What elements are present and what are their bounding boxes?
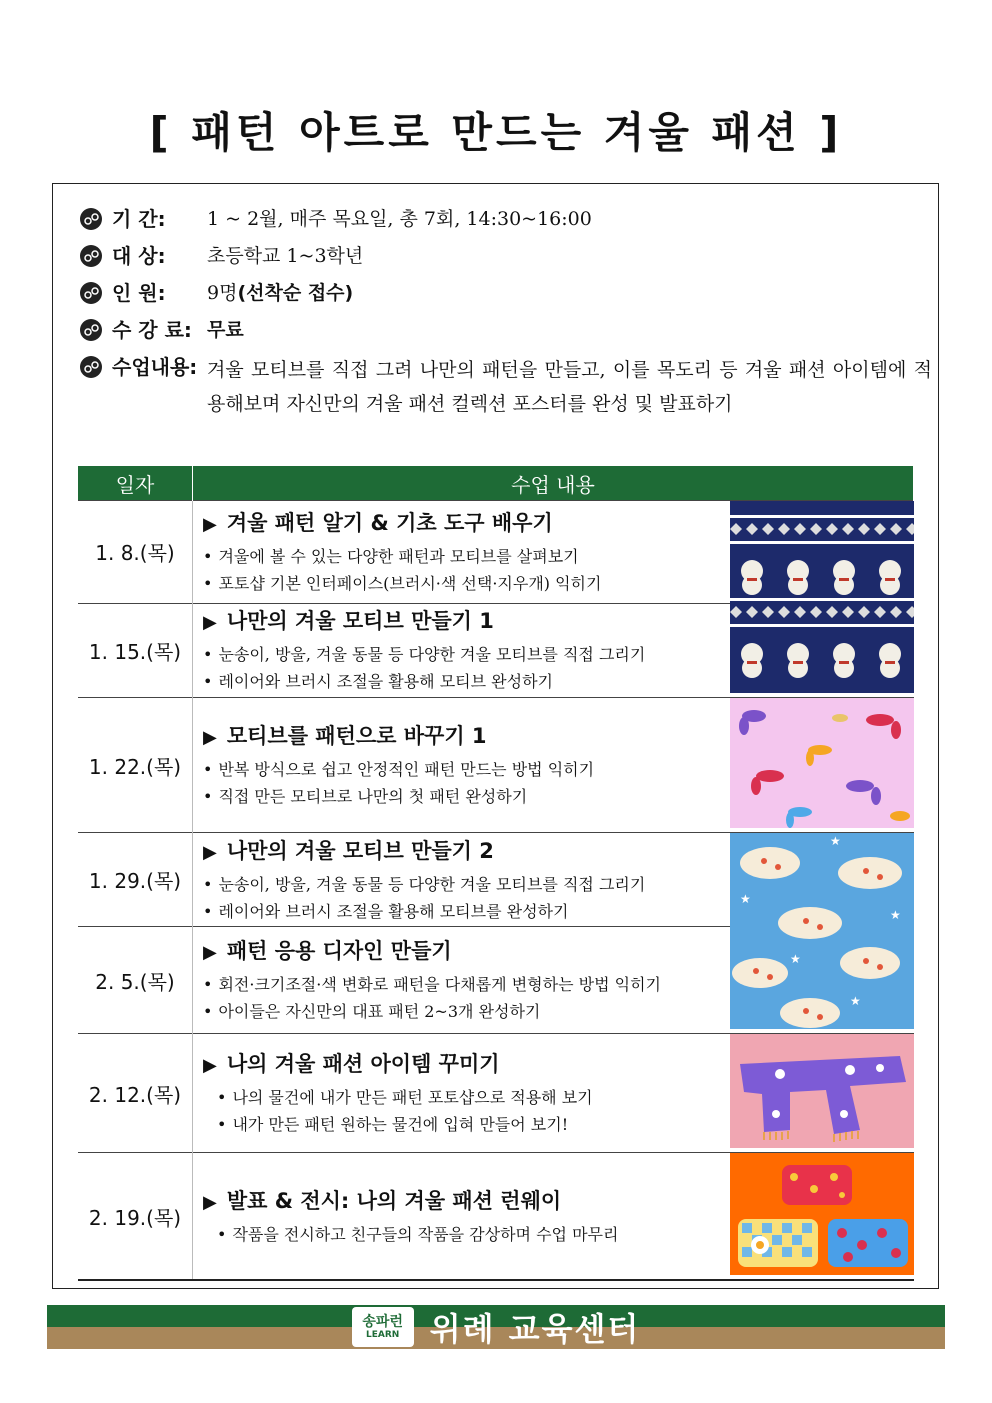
schedule-table xyxy=(78,466,914,1281)
table-header xyxy=(78,466,914,501)
triangle-icon: ▶ xyxy=(203,513,217,535)
triangle-icon: ▶ xyxy=(203,841,217,863)
row-title xyxy=(203,605,730,635)
row-title-text: 겨울 패턴 알기 & 기초 도구 배우기 xyxy=(226,510,553,535)
row-title-text: 모티브를 패턴으로 바꾸기 1 xyxy=(226,724,487,748)
row-title xyxy=(203,507,730,537)
row-bullet: • 눈송이, 방울, 겨울 동물 등 다양한 겨울 모티브를 직접 그리기 xyxy=(203,874,646,894)
bullet-icon xyxy=(80,356,102,378)
bullet-text: 반복 방식으로 쉽고 안정적인 패턴 만드는 방법 익히기 xyxy=(218,760,595,779)
table-row xyxy=(78,1034,914,1153)
bullet-text: 작품을 전시하고 친구들의 작품을 감상하며 수업 마무리 xyxy=(232,1224,619,1244)
target-label: 대 상: xyxy=(112,244,166,268)
header-content: 수업 내용 xyxy=(193,466,914,501)
row-content xyxy=(193,698,730,833)
bullet-text: 눈송이, 방울, 겨울 동물 등 다양한 겨울 모티브를 직접 그리기 xyxy=(218,874,646,894)
row-content xyxy=(193,1153,730,1281)
svg-text:★: ★ xyxy=(789,952,801,966)
row-date: 2. 19.(목) xyxy=(78,1153,193,1281)
row-content xyxy=(193,501,730,604)
center-name: 위례 교육센터 xyxy=(429,1310,641,1348)
row-title-text: 나만의 겨울 모티브 만들기 1 xyxy=(226,609,494,634)
table-row xyxy=(78,698,914,833)
row-title-text: 나만의 겨울 모티브 만들기 2 xyxy=(226,838,494,863)
pouch-products-image xyxy=(730,1153,914,1281)
nordic-bear-pattern-image xyxy=(730,501,914,698)
row-bullet: • 포토샵 기본 인터페이스(브러시·색 선택·지우개) 익히기 xyxy=(203,573,602,593)
bullet-icon xyxy=(80,319,102,341)
row-date: 2. 12.(목) xyxy=(78,1034,193,1153)
row-title xyxy=(203,1185,730,1215)
row-bullet: • 눈송이, 방울, 겨울 동물 등 다양한 겨울 모티브를 직접 그리기 xyxy=(203,645,646,665)
logo-top-text: 송파런 xyxy=(362,1314,403,1330)
row-title xyxy=(203,835,730,865)
row-title xyxy=(203,720,730,750)
period-label: 기 간: xyxy=(112,207,166,231)
row-content xyxy=(193,603,730,697)
logo-bottom-text: LEARN xyxy=(366,1330,400,1340)
capacity-number: 9명 xyxy=(207,282,238,304)
row-content xyxy=(193,833,730,927)
bullet-text: 나의 물건에 내가 만든 패턴 포토샵으로 적용해 보기 xyxy=(232,1088,593,1107)
row-date: 1. 29.(목) xyxy=(78,833,193,927)
info-target xyxy=(80,242,935,270)
row-title-text: 패턴 응용 디자인 만들기 xyxy=(226,939,452,964)
bullet-text: 레이어와 브러시 조절을 활용해 모티브 완성하기 xyxy=(218,672,553,692)
triangle-icon: ▶ xyxy=(203,612,217,634)
triangle-icon: ▶ xyxy=(203,1055,217,1076)
songpa-learn-logo xyxy=(352,1307,414,1347)
row-bullet: • 작품을 전시하고 친구들의 작품을 감상하며 수업 마무리 xyxy=(217,1224,619,1244)
period-value: 1 ~ 2월, 매주 목요일, 총 7회, 14:30~16:00 xyxy=(207,208,592,230)
bullet-icon xyxy=(80,245,102,267)
row-title xyxy=(203,935,730,965)
header-date: 일자 xyxy=(78,466,193,501)
fee-value: 무료 xyxy=(207,319,244,341)
table-row xyxy=(78,833,914,927)
bullet-text: 포토샵 기본 인터페이스(브러시·색 선택·지우개) 익히기 xyxy=(218,573,602,593)
row-title-text: 나의 겨울 패션 아이템 꾸미기 xyxy=(226,1052,500,1076)
row-date: 1. 8.(목) xyxy=(78,501,193,604)
row-title-text: 발표 & 전시: 나의 겨울 패션 런웨이 xyxy=(226,1188,562,1213)
footer xyxy=(47,1305,945,1349)
info-section xyxy=(80,205,935,430)
svg-text:★: ★ xyxy=(889,908,901,922)
capacity-value xyxy=(207,279,353,307)
info-period xyxy=(80,205,935,233)
bullet-icon xyxy=(80,282,102,304)
bullet-text: 레이어와 브러시 조절을 활용해 모티브를 완성하기 xyxy=(218,901,569,921)
info-capacity xyxy=(80,279,935,307)
row-bullet: • 내가 만든 패턴 원하는 물건에 입혀 만들어 보기! xyxy=(217,1115,569,1134)
content-value: 겨울 모티브를 직접 그려 나만의 패턴을 만들고, 이를 목도리 등 겨울 패션 아이템에 적용해보며 자신만의 겨울 패션 컬렉션 포스터를 완성 및 발표하기 xyxy=(207,359,932,415)
page-title: [ 패턴 아트로 만드는 겨울 패션 ] xyxy=(149,108,843,157)
row-content xyxy=(193,1034,730,1153)
svg-text:★: ★ xyxy=(849,994,861,1008)
table-row xyxy=(78,1153,914,1281)
capacity-label: 인 원: xyxy=(112,281,166,305)
fee-label: 수 강 료: xyxy=(112,318,192,342)
target-value: 초등학교 1~3학년 xyxy=(207,245,364,267)
triangle-icon: ▶ xyxy=(203,942,217,964)
bullet-text: 회전·크기조절·색 변화로 패턴을 다채롭게 변형하는 방법 익히기 xyxy=(218,975,661,995)
bullet-text: 눈송이, 방울, 겨울 동물 등 다양한 겨울 모티브를 직접 그리기 xyxy=(218,645,646,665)
table-row xyxy=(78,501,914,604)
bullet-text: 내가 만든 패턴 원하는 물건에 입혀 만들어 보기! xyxy=(232,1115,569,1134)
row-date: 2. 5.(목) xyxy=(78,927,193,1034)
bullet-icon xyxy=(80,208,102,230)
bullet-text: 아이들은 자신만의 대표 패턴 2~3개 완성하기 xyxy=(218,1002,541,1022)
bullet-text: 겨울에 볼 수 있는 다양한 패턴과 모티브를 살펴보기 xyxy=(218,546,579,566)
cat-star-pattern-image xyxy=(730,833,914,1034)
row-date: 1. 22.(목) xyxy=(78,698,193,833)
row-title xyxy=(203,1048,730,1078)
row-bullet: • 겨울에 볼 수 있는 다양한 패턴과 모티브를 살펴보기 xyxy=(203,546,579,566)
bullet-text: 직접 만든 모티브로 나만의 첫 패턴 완성하기 xyxy=(218,787,528,806)
content-label: 수업내용: xyxy=(112,355,198,379)
balloon-dog-pattern-image xyxy=(730,698,914,833)
info-fee xyxy=(80,316,935,344)
row-bullet: • 아이들은 자신만의 대표 패턴 2~3개 완성하기 xyxy=(203,1002,541,1022)
patterned-scarf-image xyxy=(730,1034,914,1153)
row-bullet: • 반복 방식으로 쉽고 안정적인 패턴 만드는 방법 익히기 xyxy=(203,760,595,779)
row-date: 1. 15.(목) xyxy=(78,603,193,697)
row-bullet: • 레이어와 브러시 조절을 활용해 모티브 완성하기 xyxy=(203,672,553,692)
info-content xyxy=(80,353,935,421)
row-bullet: • 직접 만든 모티브로 나만의 첫 패턴 완성하기 xyxy=(203,787,528,806)
svg-text:★: ★ xyxy=(829,834,841,848)
row-bullet: • 레이어와 브러시 조절을 활용해 모티브를 완성하기 xyxy=(203,901,569,921)
row-bullet: • 나의 물건에 내가 만든 패턴 포토샵으로 적용해 보기 xyxy=(217,1088,593,1107)
capacity-note: (선착순 접수) xyxy=(237,282,354,304)
row-bullet: • 회전·크기조절·색 변화로 패턴을 다채롭게 변형하는 방법 익히기 xyxy=(203,975,661,995)
svg-text:★: ★ xyxy=(739,892,751,906)
row-content xyxy=(193,927,730,1034)
triangle-icon: ▶ xyxy=(203,1191,217,1213)
triangle-icon: ▶ xyxy=(203,727,217,748)
